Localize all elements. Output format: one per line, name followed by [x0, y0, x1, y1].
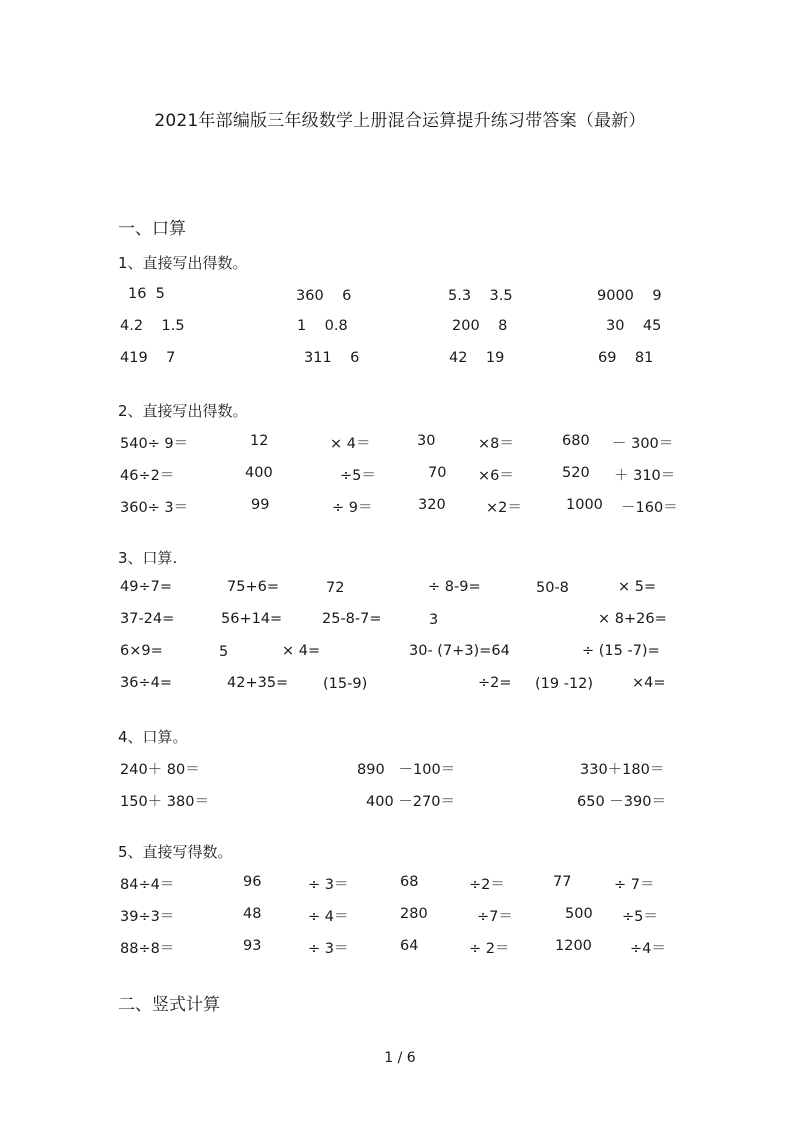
problem-cell: ÷ (15 -7)=	[582, 643, 660, 659]
problem-cell: 84÷4＝	[120, 877, 175, 893]
problem-cell: × 8+26=	[598, 611, 667, 627]
problem-cell: ÷2＝	[469, 877, 505, 893]
problem-cell: 280	[400, 906, 428, 922]
problem-cell: 72	[326, 580, 345, 596]
problem-cell: 320	[418, 497, 446, 513]
problem-cell: 4.2 1.5	[120, 318, 185, 334]
problem-cell: 6×9=	[120, 643, 163, 659]
problem-cell: 49÷7=	[120, 579, 172, 595]
problem-cell: 99	[251, 497, 270, 513]
problem-cell: 5	[219, 644, 229, 660]
problem-cell: 42 19	[449, 350, 505, 366]
problem-cell: 70	[428, 465, 447, 481]
problem-cell: ÷ 8-9=	[428, 579, 481, 595]
problem-cell: 500	[565, 906, 593, 922]
problem-cell: 56+14=	[221, 611, 283, 627]
problem-cell: 36÷4=	[120, 675, 172, 691]
problem-cell: 48	[243, 906, 262, 922]
problem-cell: 360÷ 3＝	[120, 500, 189, 516]
problem-cell: －160＝	[621, 500, 678, 516]
problem-cell: 360 6	[296, 288, 352, 304]
question-4-label: 4、口算。	[118, 728, 188, 746]
page-title: 2021年部编版三年级数学上册混合运算提升练习带答案（最新）	[154, 111, 646, 131]
problem-cell: 30- (7+3)=64	[409, 643, 510, 659]
problem-cell: 30	[417, 433, 436, 449]
problem-cell: ×8＝	[478, 436, 514, 452]
question-1-label: 1、直接写出得数。	[118, 254, 248, 272]
problem-cell: 42+35=	[227, 675, 289, 691]
section-heading-vertical: 二、竖式计算	[118, 995, 220, 1015]
problem-cell: 64	[400, 938, 419, 954]
problem-cell: 25-8-7=	[322, 611, 382, 627]
problem-cell: 419 7	[120, 350, 176, 366]
problem-cell: ÷4＝	[630, 941, 666, 957]
problem-cell: ÷ 4＝	[308, 909, 349, 925]
problem-cell: ÷5＝	[340, 468, 376, 484]
problem-cell: ÷ 9＝	[332, 500, 373, 516]
problem-cell: 88÷8＝	[120, 941, 175, 957]
problem-cell: 12	[250, 433, 269, 449]
problem-cell: 400	[245, 465, 273, 481]
problem-cell: ÷2=	[478, 675, 512, 691]
problem-cell: × 4=	[282, 643, 321, 659]
problem-cell: 75+6=	[227, 579, 279, 595]
problem-cell: 680	[562, 433, 590, 449]
problem-cell: 400 －270＝	[366, 794, 455, 810]
problem-cell: 1000	[566, 497, 603, 513]
problem-cell: － 300＝	[612, 436, 674, 452]
section-heading-oral: 一、口算	[118, 219, 186, 239]
problem-cell: 96	[243, 874, 262, 890]
problem-cell: 30 45	[606, 318, 662, 334]
question-2-label: 2、直接写出得数。	[118, 402, 248, 420]
problem-cell: 39÷3＝	[120, 909, 175, 925]
problem-cell: 650 －390＝	[577, 794, 666, 810]
problem-cell: 77	[553, 874, 572, 890]
problem-cell: 330＋180＝	[580, 762, 665, 778]
problem-cell: ÷ 3＝	[308, 877, 349, 893]
problem-cell: 93	[243, 938, 262, 954]
problem-cell: 1 0.8	[297, 318, 348, 334]
problem-cell: 200 8	[452, 318, 508, 334]
problem-cell: 46÷2＝	[120, 468, 175, 484]
problem-cell: 890 －100＝	[357, 762, 456, 778]
problem-cell: ×2＝	[486, 500, 522, 516]
problem-cell: 1200	[555, 938, 592, 954]
problem-cell: 240＋ 80＝	[120, 762, 200, 778]
problem-cell: ÷ 3＝	[308, 941, 349, 957]
problem-cell: ×6＝	[478, 468, 514, 484]
problem-cell: ÷ 7＝	[614, 877, 655, 893]
problem-cell: 311 6	[304, 350, 360, 366]
problem-cell: 69 81	[598, 350, 654, 366]
problem-cell: ÷5＝	[622, 909, 658, 925]
problem-cell: 5.3 3.5	[448, 288, 513, 304]
problem-cell: 16 5	[128, 286, 165, 302]
problem-cell: × 5=	[618, 579, 657, 595]
page-number: 1 / 6	[384, 1050, 416, 1066]
problem-cell: 37-24=	[120, 611, 175, 627]
problem-cell: 68	[400, 874, 419, 890]
problem-cell: (15-9)	[323, 676, 368, 692]
problem-cell: 150＋ 380＝	[120, 794, 209, 810]
question-5-label: 5、直接写得数。	[118, 843, 233, 861]
problem-cell: ＋ 310＝	[614, 468, 676, 484]
problem-cell: 9000 9	[597, 288, 662, 304]
problem-cell: × 4＝	[330, 436, 371, 452]
problem-cell: 3	[429, 612, 439, 628]
problem-cell: (19 -12)	[535, 676, 594, 692]
problem-cell: 520	[562, 465, 590, 481]
problem-cell: 50-8	[536, 580, 569, 596]
problem-cell: ×4=	[632, 675, 666, 691]
problem-cell: ÷7＝	[477, 909, 513, 925]
question-3-label: 3、口算.	[118, 549, 178, 567]
problem-cell: 540÷ 9＝	[120, 436, 189, 452]
problem-cell: ÷ 2＝	[469, 941, 510, 957]
